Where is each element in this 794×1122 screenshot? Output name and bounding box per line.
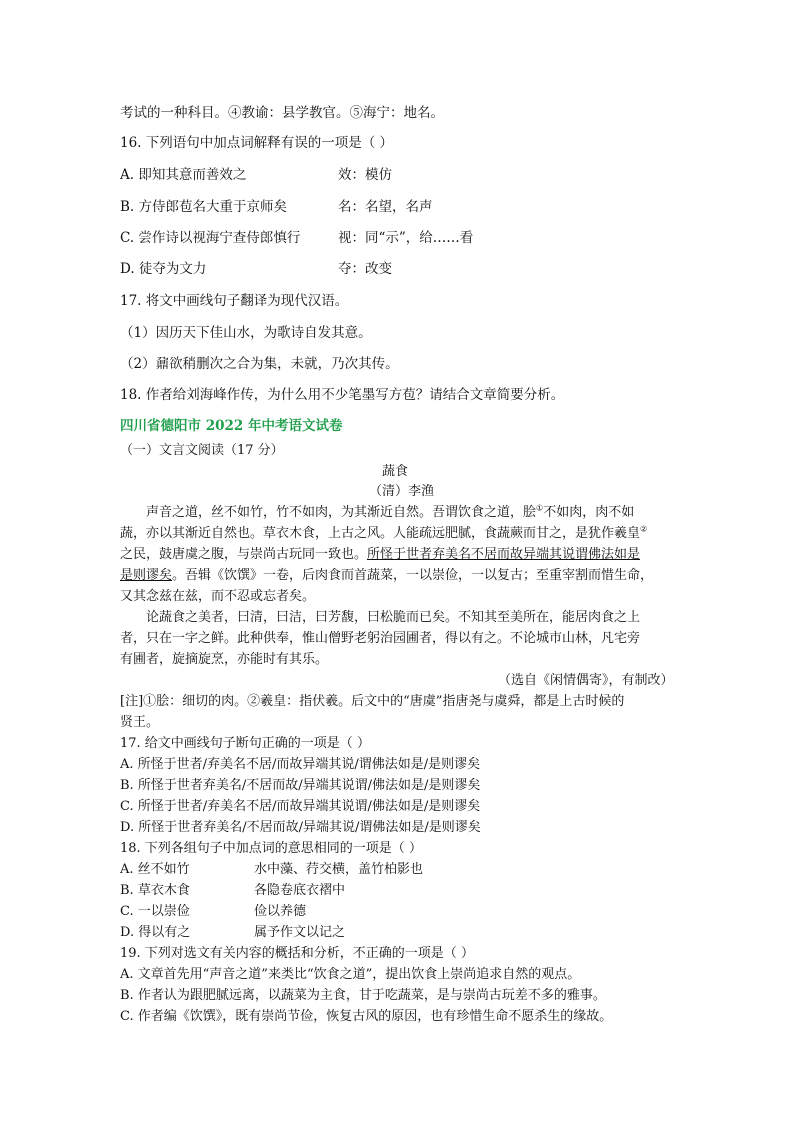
paragraph-1-line-4 (120, 567, 653, 585)
underlined-sentence-end: 是则谬矣 (120, 568, 173, 583)
q17-item-2: （2）鼐欲稍删次之合为集，未就，乃次其传。 (120, 356, 399, 372)
section-heading: （一）文言文阅读（17 分） (120, 443, 284, 458)
paragraph-1-line-1 (146, 504, 634, 522)
q16-option-d: D. 徒夺为文力 (120, 261, 207, 277)
p1-text-a: 声音之道，丝不如竹，竹不如肉，为其渐近自然。吾谓饮食之道，脍 (146, 505, 537, 520)
q19-option-b: B. 作者认为跟肥腻远离，以蔬菜为主食，甘于吃蔬菜，是与崇尚古玩差不多的雅事。 (120, 988, 606, 1003)
q16-option-d-gloss: 夺：改变 (338, 261, 392, 277)
q17-option-c: C. 所怪于世者/弃美名不居/而故异端其说谓/佛法如是/是则谬矣 (120, 799, 481, 814)
paragraph-1-line-5: 又其念兹在兹，而不忍或忘者矣。 (120, 589, 316, 604)
exam-title: 四川省德阳市 2022 年中考语文试卷 (120, 418, 343, 434)
question-16: 16. 下列语句中加点词解释有误的一项是（ ） (120, 135, 394, 151)
p1-text: 。吾辑《饮馔》一卷，后肉食而首蔬菜，一以崇俭，一以复古；至重宰割而惜生命， (172, 568, 654, 583)
question-17-top: 17. 将文中画线句子翻译为现代汉语。 (120, 293, 349, 309)
question-18-top: 18. 作者给刘海峰作传，为什么用不少笔墨写方苞？请结合文章简要分析。 (120, 387, 565, 403)
q17-option-b: B. 所怪于世者弃美名/不居而故/异端其说谓/佛法如是/是则谬矣 (120, 778, 481, 793)
q16-option-c-gloss: 视：同“示”，给……看 (338, 230, 474, 246)
q18-option-d: D. 得以有之 (120, 925, 191, 940)
p1-text: 之民，鼓唐虞之腹，与崇尚古玩同一致也。 (120, 547, 368, 562)
question-17: 17. 给文中画线句子断句正确的一项是（ ） (120, 736, 370, 751)
question-18: 18. 下列各组句子中加点词的意思相同的一项是（ ） (120, 841, 422, 856)
paragraph-1-line-2 (120, 525, 647, 543)
q18-option-d-pair: 属予作文以记之 (254, 925, 346, 940)
q18-option-a: A. 丝不如竹 (120, 862, 190, 877)
paragraph-2-line-3: 有圃者，旋摘旋烹，亦能时有其乐。 (120, 652, 329, 667)
paragraph-1-line-3 (120, 546, 640, 564)
q18-option-b-pair: 各隐卷底衣褶中 (254, 883, 346, 898)
q16-option-b: B. 方侍郎苞名大重于京师矣 (120, 199, 288, 215)
annotation-line-1: [注]①脍：细切的肉。②羲皇：指伏羲。后文中的“唐虞”指唐尧与虞舜，都是上古时候的 (120, 694, 625, 709)
q18-option-b: B. 草衣木食 (120, 883, 190, 898)
q17-option-d: D. 所怪于世者弃美名/不居而故/异端其说/谓佛法如是/是则谬矣 (120, 820, 481, 835)
note-marker-1: ① (536, 503, 544, 513)
text-line: 考试的一种科目。④教谕：县学教官。⑤海宁：地名。 (120, 105, 444, 121)
q16-option-a: A. 即知其意而善效之 (120, 167, 247, 183)
q17-item-1: （1）因历天下佳山水，为歌诗自发其意。 (120, 325, 372, 341)
q19-option-c: C. 作者编《饮馔》，既有崇尚节俭，恢复古风的原因，也有珍惜生命不愿杀生的缘故。 (120, 1009, 613, 1024)
annotation-line-2: 贤王。 (120, 715, 160, 730)
source-note: （选自《闲情偶寄》，有制改） (498, 673, 674, 688)
q16-option-a-gloss: 效：模仿 (338, 167, 392, 183)
question-19: 19. 下列对选文有关内容的概括和分析，不正确的一项是（ ） (120, 946, 474, 961)
article-author: （清）李渔 (369, 484, 435, 499)
p1-text-b: 不如肉，肉不如 (543, 505, 635, 520)
article-title: 蔬食 (382, 464, 409, 479)
q19-option-a: A. 文章首先用“声音之道”来类比“饮食之道”，提出饮食上崇尚追求自然的观点。 (120, 967, 581, 982)
q16-option-c: C. 尝作诗以视海宁查侍郎慎行 (120, 230, 301, 246)
p1-text: 蔬，亦以其渐近自然也。草衣木食，上古之风。人能疏远肥腻，食蔬蕨而甘之，是犹作羲皇 (120, 526, 641, 541)
q18-option-c-pair: 俭以养德 (254, 904, 307, 919)
q18-option-c: C. 一以崇俭 (120, 904, 190, 919)
paragraph-2-line-1: 论蔬食之美者，曰清，曰洁，曰芳馥，曰松脆而已矣。不知其至美所在，能居肉食之上 (146, 610, 641, 625)
underlined-sentence: 所怪于世者弃美名不居而故异端其说谓佛法如是 (367, 547, 641, 562)
note-marker-2: ② (640, 524, 648, 534)
q16-option-b-gloss: 名：名望，名声 (338, 199, 433, 215)
q18-option-a-pair: 水中藻、荇交横，盖竹柏影也 (254, 862, 424, 877)
paragraph-2-line-2: 者，只在一字之鲜。此种供奉，惟山僧野老躬治园圃者，得以有之。不论城市山林，凡宅旁 (120, 631, 641, 646)
q17-option-a: A. 所怪于世者/弃美名不居/而故异端其说/谓佛法如是/是则谬矣 (120, 757, 481, 772)
